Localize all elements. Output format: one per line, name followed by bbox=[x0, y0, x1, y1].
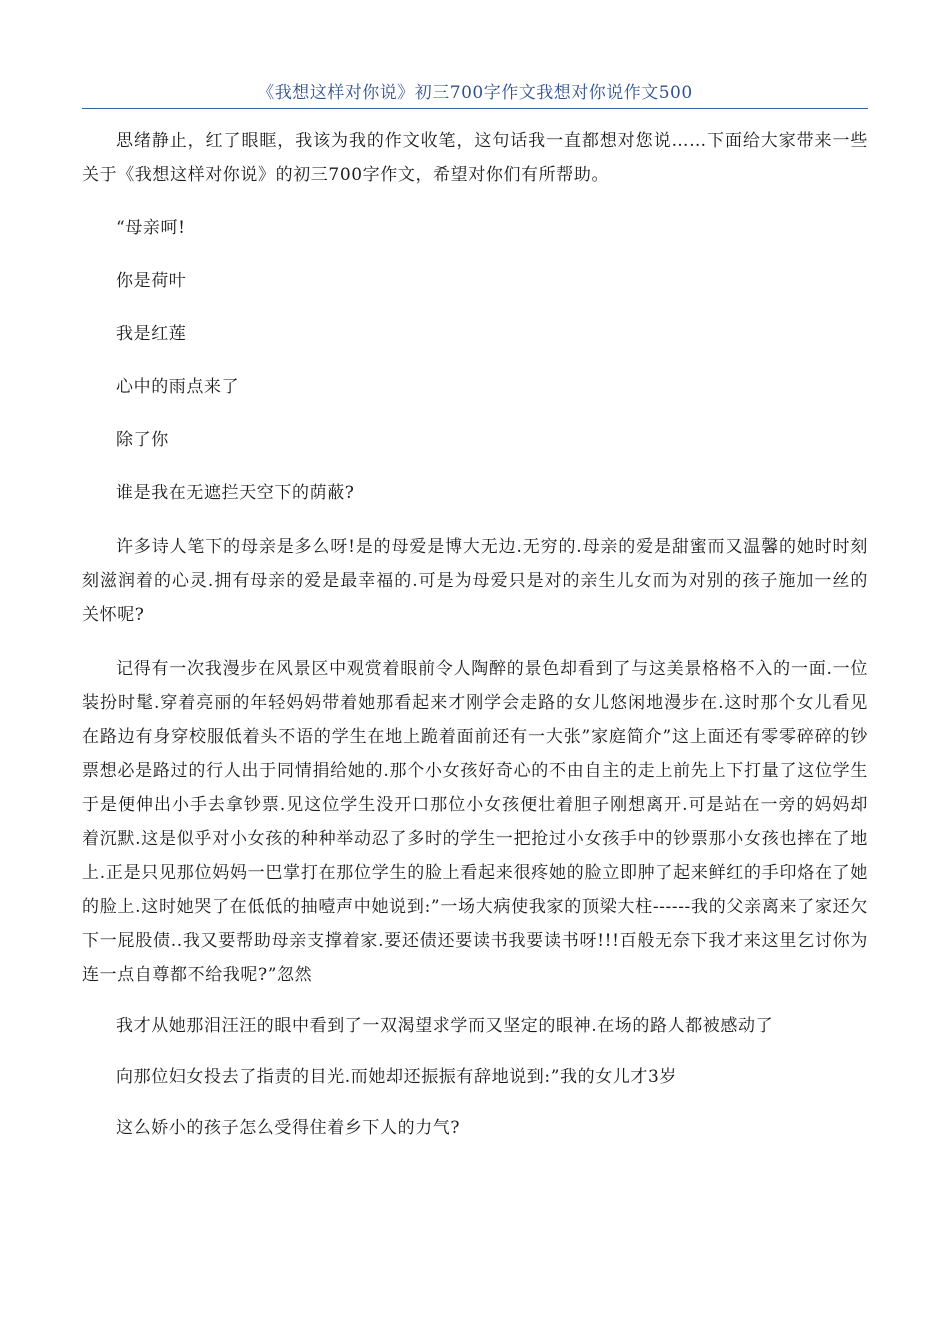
document-body bbox=[82, 124, 868, 1145]
paragraph-body: 许多诗人笔下的母亲是多么呀!是的母爱是博大无边.无穷的.母亲的爱是甜蜜而又温馨的她时时刻刻滋润着的心灵.拥有母亲的爱是最幸福的.可是为母爱只是对的亲生儿女而为对别的孩子施加一丝的关怀呢? bbox=[82, 537, 868, 625]
document-title: 《我想这样对你说》初三700字作文我想对你说作文500 bbox=[257, 83, 693, 103]
paragraph-body: 我才从她那泪汪汪的眼中看到了一双渴望求学而又坚定的眼神.在场的路人都被感动了 bbox=[116, 1016, 774, 1036]
title-divider bbox=[82, 108, 868, 109]
poem-line: 除了你 bbox=[116, 430, 169, 450]
poem-line: 你是荷叶 bbox=[116, 271, 187, 291]
paragraph-body: 向那位妇女投去了指责的目光.而她却还振振有辞地说到:”我的女儿才3岁 bbox=[116, 1067, 678, 1087]
poem-line: “母亲呵! bbox=[116, 218, 186, 238]
poem-line: 心中的雨点来了 bbox=[116, 377, 240, 397]
paragraph-body: 这么娇小的孩子怎么受得住着乡下人的力气? bbox=[116, 1118, 461, 1138]
paragraph-body: 记得有一次我漫步在风景区中观赏着眼前令人陶醉的景色却看到了与这美景格格不入的一面.一位装扮时髦.穿着亮丽的年轻妈妈带着她那看起来才刚学会走路的女儿悠闲地漫步在.这时那个女儿看见在路边有身穿校服低着头不语的学生在地上跪着面前还有一大张”家庭简介”这上面还有零零碎碎的钞票想必是路过的行人出于同情捐给她的.那个小女孩好奇心的不由自主的走上前先上下打量了这位学生于是便伸出小手去拿钞票.见这位学生没开口那位小女孩便壮着胆子刚想离开.可是站在一旁的妈妈却着沉默.这是似乎对小女孩的种种举动忍了多时的学生一把抢过小女孩手中的钞票那小女孩也摔在了地上.正是只见那位妈妈一巴掌打在那位学生的脸上看起来很疼她的脸立即肿了起来鲜红的手印烙在了她的脸上.这时她哭了在低低的抽噎声中她说到:”一场大病使我家的顶梁大柱------我的父亲离来了家还欠下一屁股债..我又要帮助母亲支撑着家.要还债还要读书我要读书呀!!!百般无奈下我才来这里乞讨你为连一点自尊都不给我呢?”忽然 bbox=[82, 659, 868, 985]
poem-line: 谁是我在无遮拦天空下的荫蔽? bbox=[116, 483, 355, 503]
paragraph-intro: 思绪静止，红了眼眶，我该为我的作文收笔，这句话我一直都想对您说……下面给大家带来一些关于《我想这样对你说》的初三700字作文，希望对你们有所帮助。 bbox=[82, 131, 868, 185]
poem-line: 我是红莲 bbox=[116, 324, 187, 344]
